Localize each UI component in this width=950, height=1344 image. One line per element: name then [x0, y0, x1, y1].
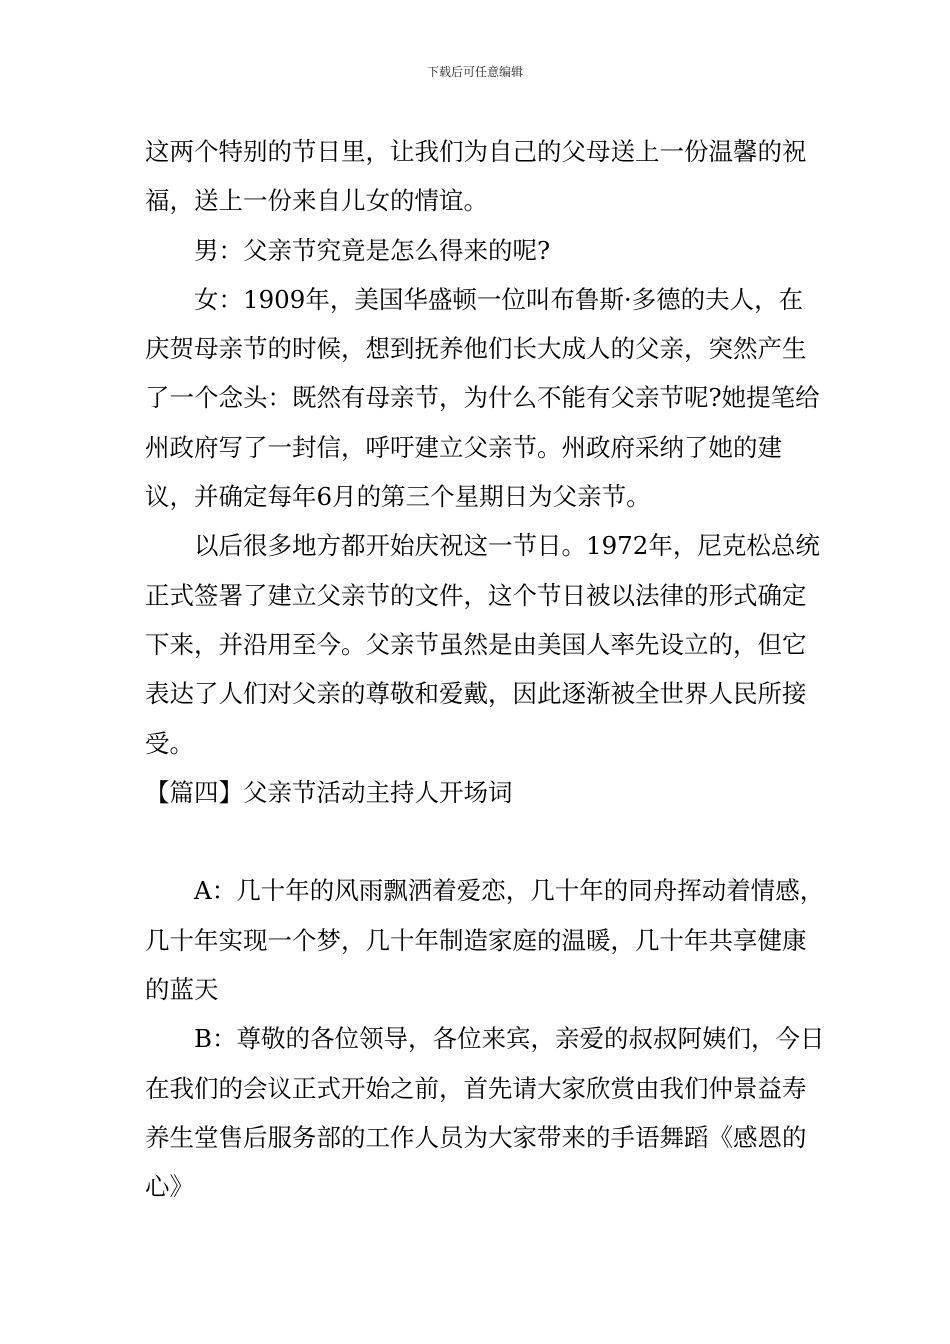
page-header: 下载后可任意编辑: [426, 65, 523, 79]
document-body: [145, 127, 825, 1212]
paragraph-host-a: A：几十年的风雨飘洒着爱恋，几十年的同舟挥动着情感，几十年实现一个梦，几十年制造家庭的温暖，几十年共享健康的蓝天: [145, 876, 825, 1005]
paragraph-history-continued: 以后很多地方都开始庆祝这一节日。1972年，尼克松总统正式签署了建立父亲节的文件，这个节日被以法律的形式确定下来，并沿用至今。父亲节虽然是由美国人率先设立的，但它表达了人们对父亲的尊敬和爱戴，因此逐渐被全世界人民所接受。: [145, 531, 820, 758]
section-heading: 【篇四】父亲节活动主持人开场词: [145, 777, 513, 807]
paragraph-female-history: 女：1909年，美国华盛顿一位叫布鲁斯·多德的夫人，在庆贺母亲节的时候，想到抚养他们长大成人的父亲，突然产生了一个念头：既然有母亲节，为什么不能有父亲节呢?她提笔给州政府写了一封信，呼吁建立父亲节。州政府采纳了她的建议，并确定每年6月的第三个星期日为父亲节。: [145, 284, 820, 512]
paragraph-host-b: B：尊敬的各位领导，各位来宾，亲爱的叔叔阿姨们，今日在我们的会议正式开始之前，首先请大家欣赏由我们仲景益寿养生堂售后服务部的工作人员为大家带来的手语舞蹈《感恩的心》: [145, 1024, 825, 1202]
paragraph-greeting-continuation: 这两个特别的节日里，让我们为自己的父母送上一份温馨的祝福，送上一份来自儿女的情谊。: [145, 137, 807, 216]
blank-line: [145, 817, 825, 866]
paragraph-male-question: 男：父亲节究竟是怎么得来的呢?: [194, 235, 551, 265]
